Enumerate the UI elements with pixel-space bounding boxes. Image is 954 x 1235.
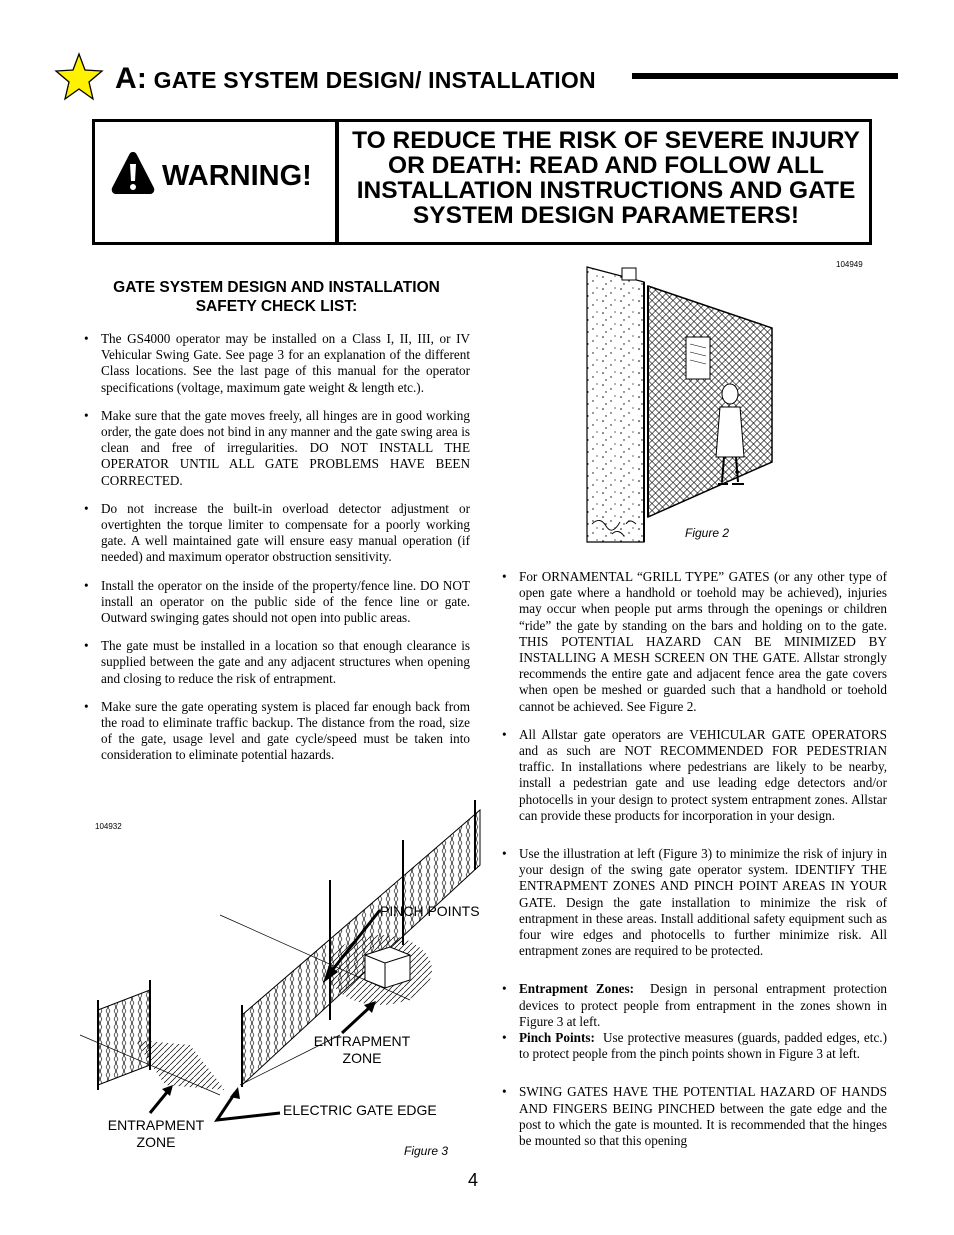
bullet: • [84,331,89,346]
pinch-points-label: Pinch Points: [519,1030,595,1046]
checklist [84,331,470,776]
bullet: • [502,1084,507,1100]
list-item-text: The GS4000 operator may be installed on a Class I, II, III, or IV Vehicular Swing Gate. See page 3 for an explanation of the different Class locations. See the last page of this manual for the operator specifications (voltage, maximum gate weight & length etc.). [101,331,470,395]
warning-word: WARNING! [162,160,312,192]
bullet: • [502,846,507,862]
list-item-text: Use protective measures (guards, padded edges, etc.) to protect people from the pinch points shown in Figure 3 at left. [519,1030,887,1062]
list-item-text: Make sure the gate operating system is placed far enough back from the road to eliminate traffic backup. The distance from the road, size of the gate, usage level and gate cycle/speed must be taken into consideration to eliminate potential hazards. [101,698,470,763]
bullet: • [84,638,89,654]
checklist-title: GATE SYSTEM DESIGN AND INSTALLATION SAFETY CHECK LIST: [113,279,440,315]
list-item-text: Do not increase the built-in overload detector adjustment or overtighten the torque limiter to compensate for a poorly working gate. A well maintained gate will ensure easy manual operation (if needed) and maximum operator obstruction sensitivity. [101,500,470,565]
section-letter: A: [115,62,148,95]
entrapment-zone-label-center: ENTRAPMENT ZONE [313,1033,411,1066]
bullet: • [84,407,89,423]
list-item-text: SWING GATES HAVE THE POTENTIAL HAZARD OF HANDS AND FINGERS BEING PINCHED between the gate edge and the post to which the gate is mounted. It is recommended that the hinges be mounted so that this opening [519,1084,887,1149]
list-item-text: For ORNAMENTAL “GRILL TYPE” GATES (or any other type of open gate where a handhold or toehold may be achieved), injuries may occur when people put arms through the openings or children “ride” the gate by standing on the bars and holding on to the gate. THIS POTENTIAL HAZARD CAN BE MINIMIZED BY INSTALLING A MESH SCREEN ON THE GATE. Allstar strongly recommends the entire gate and adjacent fence area the gate covers when open be meshed or guarded such that a handhold or toehold cannot be achieved. See Figure 2. [519,569,887,714]
warning-message: TO REDUCE THE RISK OF SEVERE INJURY OR DEATH: READ AND FOLLOW ALL INSTALLATION INSTRUCTIONS AND GATE SYSTEM DESIGN PARAMETERS! [352,127,860,229]
figure3-id: 104932 [95,822,122,831]
bullet: • [84,698,89,714]
list-item [84,331,470,396]
star-icon [54,52,104,102]
entrapment-zone-label-left: ENTRAPMENT ZONE [107,1117,205,1150]
list-item [84,408,470,489]
bullet: • [502,1030,507,1046]
bullet: • [502,569,507,584]
figure3-caption: Figure 3 [404,1144,449,1158]
list-item-text: Install the operator on the inside of the property/fence line. DO NOT install an operator on the public side of the fence line or gate. Outward swinging gates should not open into public areas. [101,577,470,626]
section-title-text: GATE SYSTEM DESIGN/ INSTALLATION [153,67,596,93]
bullet: • [502,726,507,742]
list-item-text: Design in personal entrapment protection devices to protect people from entrapment in the zones shown in Figure 3 at left. [519,981,888,1029]
section-title [115,62,596,96]
list-item [502,981,887,1030]
list-item [502,1030,887,1062]
list-item-text: Make sure that the gate moves freely, all hinges are in good working order, the gate does not bind in any manner and the gate swing area is clean and free of irregularities. DO NOT INSTALL THE OPERATOR UNTIL ALL GATE PROBLEMS HAVE BEEN CORRECTED. [101,407,470,488]
list-item [84,638,470,687]
bullet: • [84,577,89,593]
list-item [84,578,470,627]
warning-triangle-icon [110,150,156,196]
pinch-points-label: PINCH POINTS [380,903,480,919]
entrapment-zones-label: Entrapment Zones: [519,981,634,997]
list-item [84,699,470,764]
figure2-id: 104949 [836,260,863,269]
title-rule [632,73,898,79]
list-item-text: The gate must be installed in a location so that enough clearance is supplied between the gate and any adjacent structures when opening and closing to reduce the risk of entrapment. [101,638,470,686]
list-item [502,727,887,824]
list-item-text: Use the illustration at left (Figure 3) to minimize the risk of injury in your design of the swing gate operator system. IDENTIFY THE ENTRAPMENT ZONES AND PINCH POINT AREAS IN YOUR GATE. Design the gate installation to minimize the risk of entrapment in these areas. Install additional safety equipment such as four wire edges and photocells to further minimize risk. All entrapment zones are required to be protected. [519,846,887,959]
list-item [502,846,887,959]
list-item [502,569,887,715]
list-item [502,1084,887,1149]
right-list [502,569,887,1149]
bullet: • [84,500,89,516]
page-number: 4 [468,1170,479,1190]
figure2-caption: Figure 2 [685,526,730,540]
list-item [84,501,470,566]
list-item-text: All Allstar gate operators are VEHICULAR GATE OPERATORS and as such are NOT RECOMMENDED FOR PEDESTRIAN traffic. In installations where pedestrians are likely to be nearby, install a pedestrian gate and use leading edge detectors and/or photocells in your design to protect system entrapment zones. Allstar can provide these products for incorporation in your design. [519,726,887,823]
bullet: • [502,981,507,997]
figure2-illustration [582,262,772,552]
electric-gate-edge-label: ELECTRIC GATE EDGE [283,1102,437,1118]
